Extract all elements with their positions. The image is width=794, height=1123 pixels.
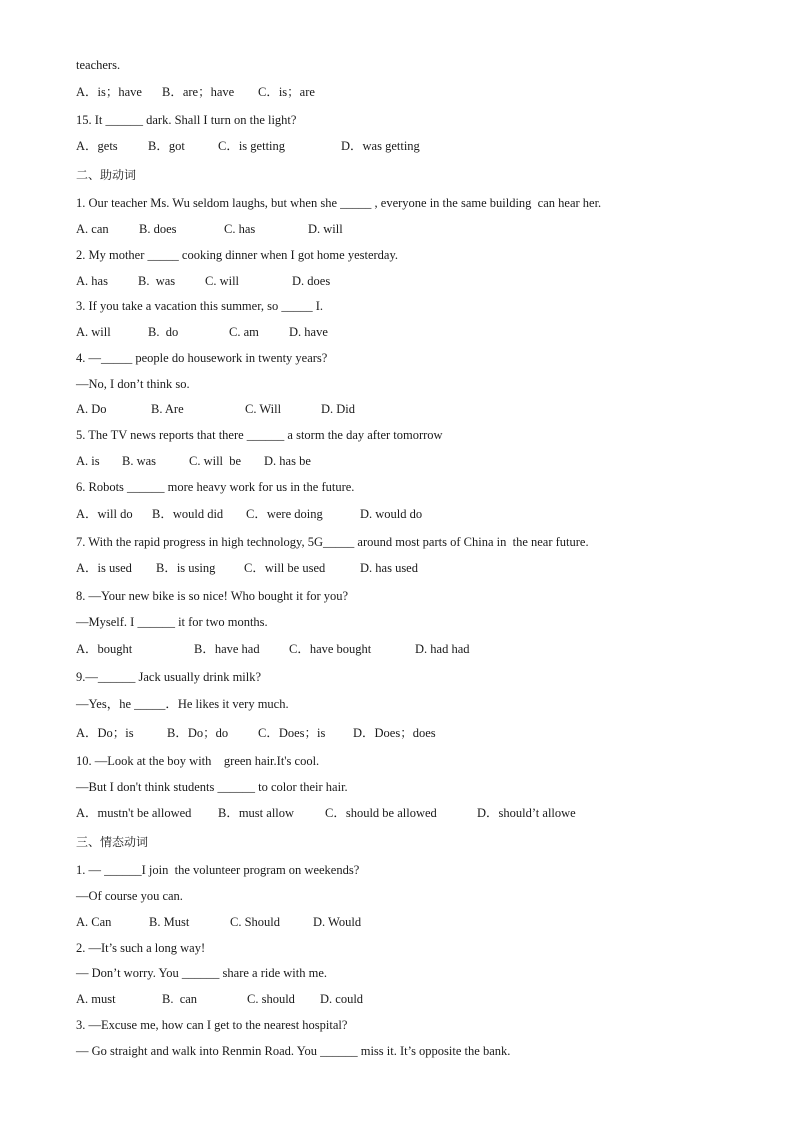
option: D. has used [360, 561, 418, 575]
question-text: 3. If you take a vacation this summer, so _____ I. [76, 299, 324, 313]
answer-text: —Myself. I ______ it for two months. [76, 615, 268, 629]
option: B．must allow [218, 806, 295, 820]
question-text: 9.—______ Jack usually drink milk? [76, 670, 262, 684]
option: D. Did [321, 402, 356, 416]
option: D．should’t allowe [477, 806, 576, 820]
option: B．are；have [162, 85, 235, 99]
options-row [76, 805, 576, 821]
option: D. does [292, 274, 331, 288]
question-text: 8. —Your new bike is so nice! Who bought it for you? [76, 589, 349, 603]
option: C. am [229, 325, 259, 339]
option: A. is [76, 454, 100, 468]
option: C. should [247, 992, 295, 1006]
options-row [76, 453, 311, 469]
section-heading: 三、情态动词 [76, 835, 149, 849]
answer-text: —Of course you can. [76, 889, 183, 903]
option: C．were doing [246, 507, 323, 521]
option: B．would did [152, 507, 224, 521]
option: D. have [289, 325, 328, 339]
option: C．is getting [218, 139, 286, 153]
answer-text: —No, I don’t think so. [76, 377, 190, 391]
options-row [76, 725, 436, 741]
answer-text: — Don’t worry. You ______ share a ride with me. [76, 966, 328, 980]
option: B. can [162, 992, 198, 1006]
option: B．have had [194, 642, 260, 656]
option: A. will [76, 325, 111, 339]
question-text: 2. —It’s such a long way! [76, 941, 206, 955]
question-text: 1. Our teacher Ms. Wu seldom laughs, but when she _____ , everyone in the same building can hear her. [76, 196, 602, 210]
question-text: 1. — ______I join the volunteer program on weekends? [76, 863, 360, 877]
options-row [76, 506, 422, 522]
option: A. Do [76, 402, 107, 416]
question-text: 3. —Excuse me, how can I get to the nearest hospital? [76, 1018, 348, 1032]
option: A. has [76, 274, 108, 288]
question-text: 4. —_____ people do housework in twenty years? [76, 351, 328, 365]
option: A. Can [76, 915, 112, 929]
option: D．was getting [341, 139, 420, 153]
option: C. will be [189, 454, 242, 468]
option: C．will be used [244, 561, 326, 575]
answer-text: — Go straight and walk into Renmin Road. You ______ miss it. It’s opposite the bank. [76, 1044, 511, 1058]
option: B. do [148, 325, 179, 339]
option: A．Do；is [76, 726, 134, 740]
options-row [76, 84, 315, 100]
option: A．is used [76, 561, 132, 575]
option: B．got [148, 139, 185, 153]
question-text: 6. Robots ______ more heavy work for us in the future. [76, 480, 355, 494]
options-row [76, 221, 343, 237]
question-text: 10. —Look at the boy with green hair.It's cool. [76, 754, 320, 768]
option: B. does [139, 222, 177, 236]
option: B. Must [149, 915, 190, 929]
options-row [76, 914, 361, 930]
answer-text: —But I don't think students ______ to color their hair. [76, 780, 348, 794]
question-text: 5. The TV news reports that there ______ a storm the day after tomorrow [76, 428, 443, 442]
question-text: 15. It ______ dark. Shall I turn on the light? [76, 113, 297, 127]
option: D．Does；does [353, 726, 436, 740]
options-row [76, 138, 420, 154]
option: A. can [76, 222, 109, 236]
option: C. has [224, 222, 256, 236]
options-row [76, 324, 328, 340]
line-1: teachers. [76, 58, 121, 72]
option: D. has be [264, 454, 311, 468]
option: C. Should [230, 915, 281, 929]
option: A．is；have [76, 85, 142, 99]
option: C．Does；is [258, 726, 326, 740]
option: B．Do；do [167, 726, 229, 740]
option: D. would do [360, 507, 423, 521]
option: B. was [138, 274, 176, 288]
option: B．is using [156, 561, 216, 575]
option: C．is；are [258, 85, 315, 99]
option: A．bought [76, 642, 133, 656]
options-row [76, 560, 418, 576]
option: D. Would [313, 915, 362, 929]
option: C. will [205, 274, 240, 288]
option: C．have bought [289, 642, 372, 656]
option: A．mustn't be allowed [76, 806, 192, 820]
question-text: 7. With the rapid progress in high technology, 5G_____ around most parts of China in the near future. [76, 535, 589, 549]
answer-text: —Yes，he _____．He likes it very much. [76, 697, 289, 711]
option: C. Will [245, 402, 282, 416]
option: B. Are [151, 402, 184, 416]
option: C．should be allowed [325, 806, 437, 820]
options-row [76, 401, 355, 417]
option: D. had had [415, 642, 470, 656]
option: A．gets [76, 139, 118, 153]
options-row [76, 273, 330, 289]
option: A．will do [76, 507, 133, 521]
option: D. could [320, 992, 364, 1006]
option: D. will [308, 222, 343, 236]
question-text: 2. My mother _____ cooking dinner when I got home yesterday. [76, 248, 399, 262]
option: A. must [76, 992, 116, 1006]
option: B. was [122, 454, 157, 468]
options-row [76, 641, 470, 657]
section-heading: 二、助动词 [76, 168, 137, 182]
options-row [76, 991, 363, 1007]
